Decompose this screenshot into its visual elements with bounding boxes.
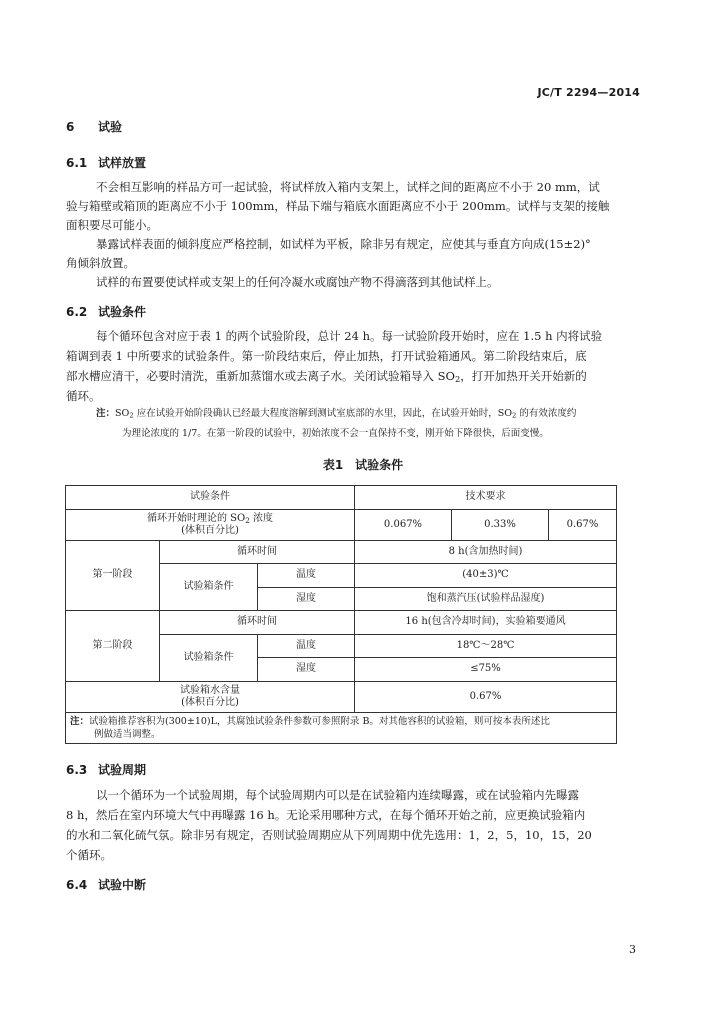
note-line: 为理论浓度的 1/7。在第一阶段的试验中，初始浓度不会一直保持不变，刚开始下降很快，后面变慢。 [122,428,549,439]
table-caption: 表1 试验条件 [322,458,404,472]
table-row [66,681,617,712]
table-cell: 0.67% [355,681,617,712]
table-header-cell: 技术要求 [355,486,617,510]
section-number: 6.4 [66,878,88,892]
table-cell [66,681,355,712]
text-run: 部水槽应清干，必要时清洗，重新加蒸馏水或去离子水。关闭试验箱导入 SO [66,369,455,383]
test-conditions-table [65,485,617,744]
section-6-4-heading [66,876,146,893]
table-cell: 湿度 [258,658,355,682]
standard-code-header: JC/T 2294—2014 [537,86,640,99]
text-run: SO [115,408,130,419]
section-number: 6.3 [66,763,88,777]
table-cell: 温度 [258,634,355,658]
section-title: 试验条件 [98,305,147,319]
table-note-cell [66,712,617,743]
table-cell: 18℃～28℃ [355,634,617,658]
note-line [96,404,576,423]
subscript: 2 [129,411,134,420]
paragraph-line: 箱调到表 1 中所要求的试验条件。第一阶段结束后，停止加热，打开试验箱通风。第二阶段结束后，底 [66,349,587,363]
section-number: 6 [66,120,75,134]
table-cell: ≤75% [355,658,617,682]
text-run: 的有效浓度约 [516,408,577,419]
text-run: 试验箱推荐容积为(300±10)L，其腐蚀试验条件参数可参照附录 B。对其他容积的试验箱，则可按本表所述比 [89,715,550,727]
table-cell: 循环时间 [160,540,355,564]
table-row [66,712,617,743]
table-row [66,486,617,510]
paragraph-line [66,367,587,387]
paragraph-line: 循环。 [66,389,101,403]
table-cell: 温度 [258,564,355,588]
text-run: ，打开加热开关开始新的 [460,369,587,383]
section-6-3-heading [66,761,146,778]
paragraph-line: 的水和二氧化硫气氛。除非另有规定，否则试验周期应从下列周期中优先选用：1，2，5，10，15，20 [66,828,592,842]
paragraph-line: 8 h，然后在室内环境大气中再曝露 16 h。无论采用哪种方式，在每个循环开始之前，应更换试验箱内 [66,808,586,822]
paragraph-line: 每个循环包含对应于表 1 的两个试验阶段，总计 24 h。每一试验阶段开始时，应在 1.5 h 内将试验 [96,329,603,343]
page-number: 3 [629,943,636,956]
paragraph-line: 以一个循环为一个试验周期，每个试验周期内可以是在试验箱内连续曝露，或在试验箱内先曝露 [96,788,579,802]
table-cell: 0.067% [355,509,452,540]
table-header-cell: 试验条件 [66,486,355,510]
text-run: 应在试验开始阶段确认已经最大程度溶解到测试室底部的水里，因此，在试验开始时，SO [133,408,512,419]
table-cell: 0.33% [452,509,549,540]
section-number: 6.2 [66,305,88,319]
section-6-2-heading [66,303,146,320]
table-row [66,509,617,540]
table-cell: 8 h(含加热时间) [355,540,617,564]
text-run: 试验箱水含量 [180,684,240,696]
section-title: 试验周期 [98,763,147,777]
paragraph-line: 面积要尽可能小。 [66,218,158,232]
text-run: (体积百分比) [181,524,239,536]
note-label: 注： [96,408,116,419]
table-cell [66,509,355,540]
section-title: 试验中断 [98,878,147,892]
table-cell: 0.67% [549,509,617,540]
table-cell: 试验箱条件 [160,634,258,681]
subscript: 2 [454,374,461,385]
table-cell: 第二阶段 [66,611,160,682]
subscript: 2 [245,515,250,525]
paragraph-line: 试样的布置要使试样或支架上的任何冷凝水或腐蚀产物不得滴落到其他试样上。 [96,275,499,289]
paragraph-line: 不会相互影响的样品方可一起试验，将试样放入箱内支架上，试样之间的距离应不小于 20 mm，试 [96,180,600,194]
table-cell: 16 h(包含冷却时间)，实验箱要通风 [355,611,617,635]
table-cell: 饱和蒸汽压(试验样品湿度) [355,587,617,611]
section-title: 试验 [98,120,123,134]
table-cell: 湿度 [258,587,355,611]
table-cell: (40±3)℃ [355,564,617,588]
section-6-heading [66,118,122,135]
table-cell: 试验箱条件 [160,564,258,611]
note-label: 注： [70,715,90,727]
text-run: 例做适当调整。 [94,728,161,740]
section-title: 试样放置 [98,156,147,170]
paragraph-line: 验与箱壁或箱顶的距离应不小于 100mm，样品下端与箱底水面距离应不小于 200mm。试样与支架的接触 [66,199,610,213]
table-cell: 循环时间 [160,611,355,635]
text-run: 循环开始时理论的 SO [147,512,246,524]
paragraph-line: 角倾斜放置。 [66,256,135,270]
table-row [66,611,617,635]
subscript: 2 [512,411,517,420]
table-cell: 第一阶段 [66,540,160,611]
table-row [66,540,617,564]
section-6-1-heading [66,154,146,171]
paragraph-line: 个循环。 [66,848,112,862]
section-number: 6.1 [66,156,88,170]
paragraph-line: 暴露试样表面的倾斜度应严格控制，如试样为平板，除非另有规定，应使其与垂直方向成(15±2)° [96,237,591,251]
text-run: (体积百分比) [181,696,239,708]
text-run: 浓度 [249,512,273,524]
